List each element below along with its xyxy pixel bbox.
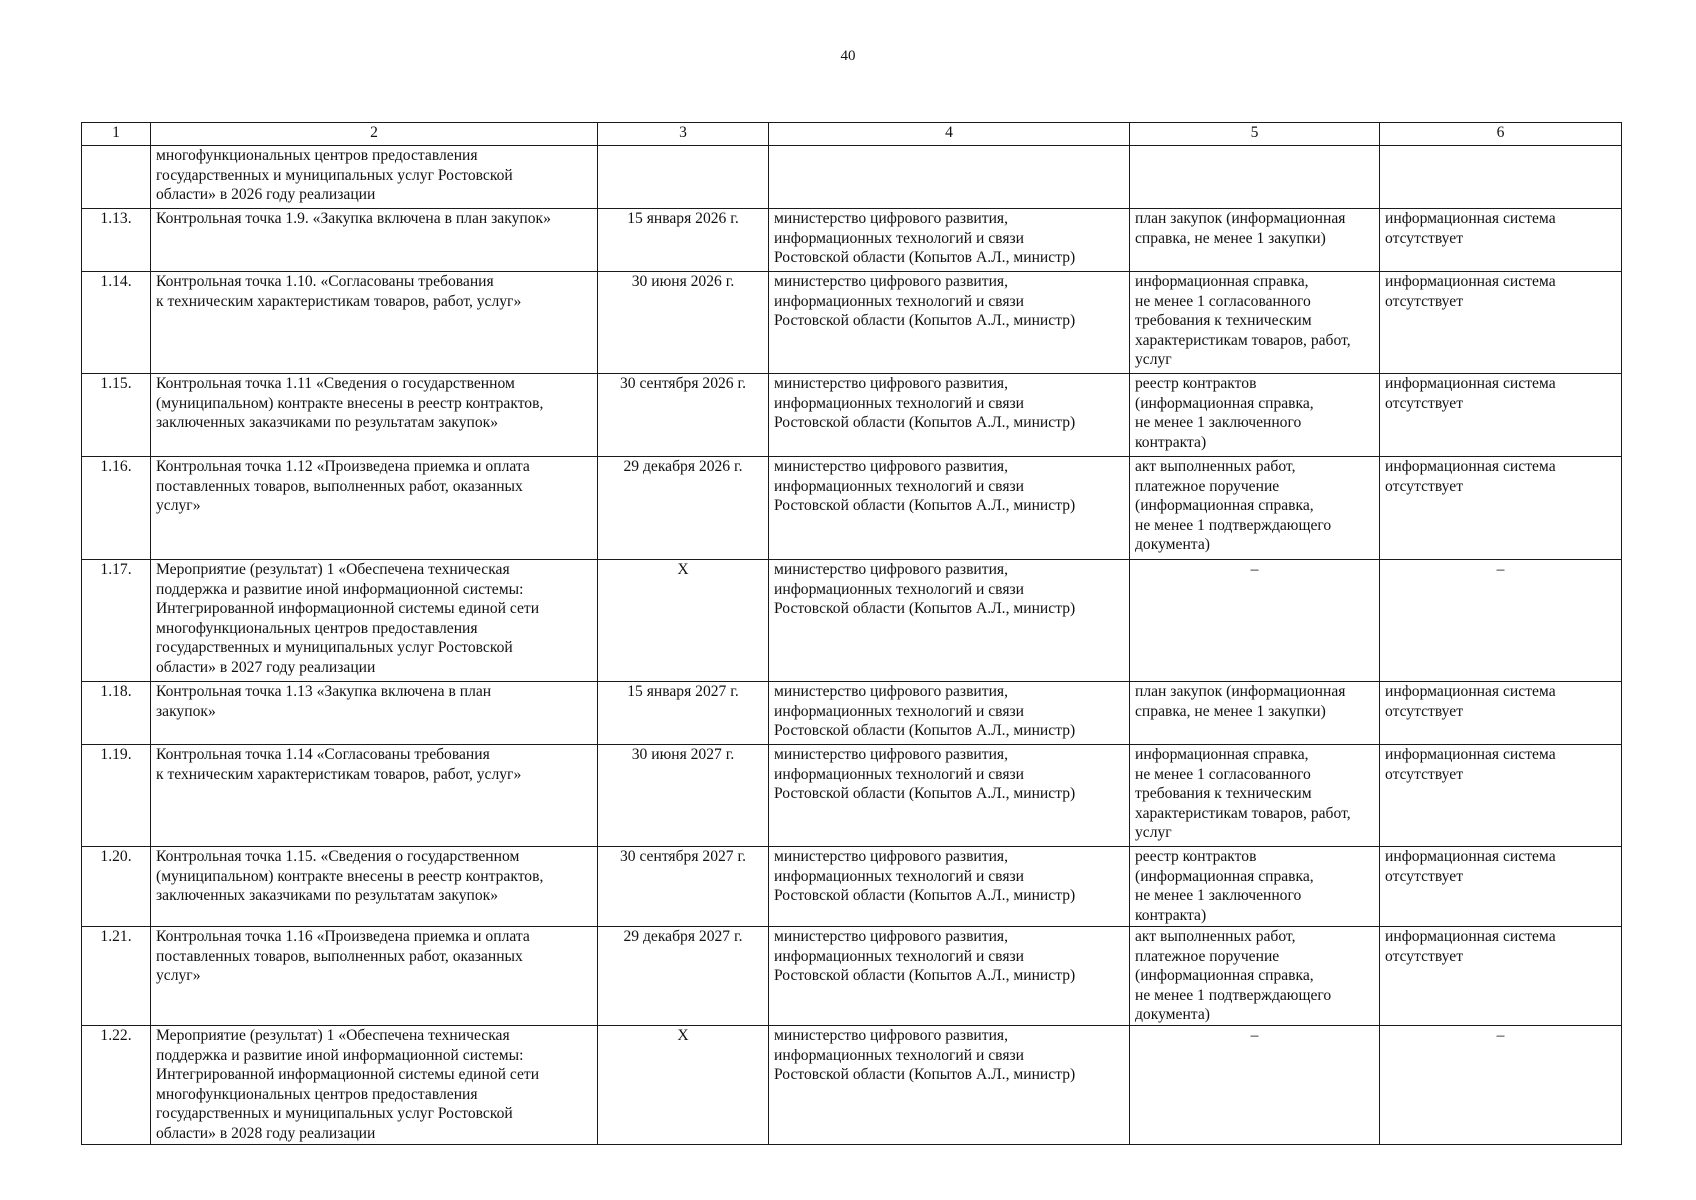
- column-header-4: 4: [769, 123, 1130, 146]
- information-system-cell: информационная система отсутствует: [1380, 374, 1622, 457]
- responsible-cell: министерство цифрового развития, информационных технологий и связи Ростовской области (Копытов А.Л., министр): [769, 847, 1130, 927]
- row-number-cell: 1.19.: [82, 745, 151, 847]
- event-description-cell: многофункциональных центров предоставления государственных и муниципальных услуг Ростовской области» в 2026 году реализации: [151, 146, 598, 209]
- event-description-cell: Контрольная точка 1.9. «Закупка включена в план закупок»: [151, 209, 598, 272]
- responsible-cell: министерство цифрового развития, информационных технологий и связи Ростовской области (Копытов А.Л., министр): [769, 209, 1130, 272]
- deadline-cell: 30 сентября 2026 г.: [598, 374, 769, 457]
- information-system-cell: –: [1380, 1026, 1622, 1145]
- table-row: [82, 146, 1622, 209]
- table-header: [82, 123, 1622, 146]
- header-row: [82, 123, 1622, 146]
- event-description-cell: Контрольная точка 1.12 «Произведена приемка и оплата поставленных товаров, выполненных работ, оказанных услуг»: [151, 457, 598, 560]
- row-number-cell: 1.14.: [82, 272, 151, 374]
- confirmation-document-cell: план закупок (информационная справка, не менее 1 закупки): [1130, 682, 1380, 745]
- responsible-cell: министерство цифрового развития, информационных технологий и связи Ростовской области (Копытов А.Л., министр): [769, 682, 1130, 745]
- column-header-5: 5: [1130, 123, 1380, 146]
- deadline-cell: 30 июня 2026 г.: [598, 272, 769, 374]
- column-header-6: 6: [1380, 123, 1622, 146]
- row-number-cell: 1.20.: [82, 847, 151, 927]
- responsible-cell: министерство цифрового развития, информационных технологий и связи Ростовской области (Копытов А.Л., министр): [769, 927, 1130, 1026]
- table-row: [82, 272, 1622, 374]
- responsible-cell: министерство цифрового развития, информационных технологий и связи Ростовской области (Копытов А.Л., министр): [769, 745, 1130, 847]
- responsible-cell: министерство цифрового развития, информационных технологий и связи Ростовской области (Копытов А.Л., министр): [769, 1026, 1130, 1145]
- information-system-cell: информационная система отсутствует: [1380, 847, 1622, 927]
- row-number-cell: 1.22.: [82, 1026, 151, 1145]
- row-number-cell: 1.21.: [82, 927, 151, 1026]
- column-header-3: 3: [598, 123, 769, 146]
- responsible-cell: министерство цифрового развития, информационных технологий и связи Ростовской области (Копытов А.Л., министр): [769, 272, 1130, 374]
- row-number-cell: 1.15.: [82, 374, 151, 457]
- responsible-cell: [769, 146, 1130, 209]
- confirmation-document-cell: –: [1130, 1026, 1380, 1145]
- deadline-cell: 29 декабря 2026 г.: [598, 457, 769, 560]
- event-description-cell: Мероприятие (результат) 1 «Обеспечена техническая поддержка и развитие иной информационной системы: Интегрированной информационной системы единой сети многофункциональных центров предоставления государственных и муниципальных услуг Ростовской области» в 2028 году реализации: [151, 1026, 598, 1145]
- event-description-cell: Контрольная точка 1.13 «Закупка включена в план закупок»: [151, 682, 598, 745]
- row-number-cell: 1.17.: [82, 560, 151, 682]
- table-row: [82, 560, 1622, 682]
- deadline-cell: [598, 146, 769, 209]
- confirmation-document-cell: акт выполненных работ, платежное поручение (информационная справка, не менее 1 подтверждающего документа): [1130, 927, 1380, 1026]
- information-system-cell: информационная система отсутствует: [1380, 745, 1622, 847]
- information-system-cell: информационная система отсутствует: [1380, 927, 1622, 1026]
- row-number-cell: 1.18.: [82, 682, 151, 745]
- table-row: [82, 457, 1622, 560]
- deadline-cell: 30 июня 2027 г.: [598, 745, 769, 847]
- information-system-cell: информационная система отсутствует: [1380, 457, 1622, 560]
- event-description-cell: Контрольная точка 1.15. «Сведения о государственном (муниципальном) контракте внесены в реестр контрактов, заключенных заказчиками по результатам закупок»: [151, 847, 598, 927]
- confirmation-document-cell: информационная справка, не менее 1 согласованного требования к техническим характеристикам товаров, работ, услуг: [1130, 745, 1380, 847]
- information-system-cell: –: [1380, 560, 1622, 682]
- confirmation-document-cell: реестр контрактов (информационная справка, не менее 1 заключенного контракта): [1130, 847, 1380, 927]
- plan-table: [81, 122, 1622, 1145]
- table-row: [82, 209, 1622, 272]
- confirmation-document-cell: план закупок (информационная справка, не менее 1 закупки): [1130, 209, 1380, 272]
- table-row: [82, 374, 1622, 457]
- deadline-cell: 15 января 2027 г.: [598, 682, 769, 745]
- responsible-cell: министерство цифрового развития, информационных технологий и связи Ростовской области (Копытов А.Л., министр): [769, 560, 1130, 682]
- deadline-cell: 30 сентября 2027 г.: [598, 847, 769, 927]
- confirmation-document-cell: информационная справка, не менее 1 согласованного требования к техническим характеристикам товаров, работ, услуг: [1130, 272, 1380, 374]
- table-row: [82, 1026, 1622, 1145]
- information-system-cell: информационная система отсутствует: [1380, 272, 1622, 374]
- event-description-cell: Контрольная точка 1.11 «Сведения о государственном (муниципальном) контракте внесены в реестр контрактов, заключенных заказчиками по результатам закупок»: [151, 374, 598, 457]
- deadline-cell: 29 декабря 2027 г.: [598, 927, 769, 1026]
- deadline-cell: 15 января 2026 г.: [598, 209, 769, 272]
- deadline-cell: X: [598, 560, 769, 682]
- responsible-cell: министерство цифрового развития, информационных технологий и связи Ростовской области (Копытов А.Л., министр): [769, 457, 1130, 560]
- information-system-cell: информационная система отсутствует: [1380, 682, 1622, 745]
- information-system-cell: [1380, 146, 1622, 209]
- event-description-cell: Контрольная точка 1.10. «Согласованы требования к техническим характеристикам товаров, работ, услуг»: [151, 272, 598, 374]
- information-system-cell: информационная система отсутствует: [1380, 209, 1622, 272]
- confirmation-document-cell: акт выполненных работ, платежное поручение (информационная справка, не менее 1 подтверждающего документа): [1130, 457, 1380, 560]
- table-row: [82, 745, 1622, 847]
- confirmation-document-cell: реестр контрактов (информационная справка, не менее 1 заключенного контракта): [1130, 374, 1380, 457]
- event-description-cell: Контрольная точка 1.14 «Согласованы требования к техническим характеристикам товаров, работ, услуг»: [151, 745, 598, 847]
- row-number-cell: 1.16.: [82, 457, 151, 560]
- confirmation-document-cell: –: [1130, 560, 1380, 682]
- table-row: [82, 847, 1622, 927]
- confirmation-document-cell: [1130, 146, 1380, 209]
- event-description-cell: Мероприятие (результат) 1 «Обеспечена техническая поддержка и развитие иной информационной системы: Интегрированной информационной системы единой сети многофункциональных центров предоставления государственных и муниципальных услуг Ростовской области» в 2027 году реализации: [151, 560, 598, 682]
- column-header-1: 1: [82, 123, 151, 146]
- responsible-cell: министерство цифрового развития, информационных технологий и связи Ростовской области (Копытов А.Л., министр): [769, 374, 1130, 457]
- column-header-2: 2: [151, 123, 598, 146]
- table-row: [82, 682, 1622, 745]
- deadline-cell: X: [598, 1026, 769, 1145]
- event-description-cell: Контрольная точка 1.16 «Произведена приемка и оплата поставленных товаров, выполненных работ, оказанных услуг»: [151, 927, 598, 1026]
- page-number: 40: [840, 48, 856, 64]
- table-body: [82, 146, 1622, 1145]
- table-row: [82, 927, 1622, 1026]
- row-number-cell: [82, 146, 151, 209]
- row-number-cell: 1.13.: [82, 209, 151, 272]
